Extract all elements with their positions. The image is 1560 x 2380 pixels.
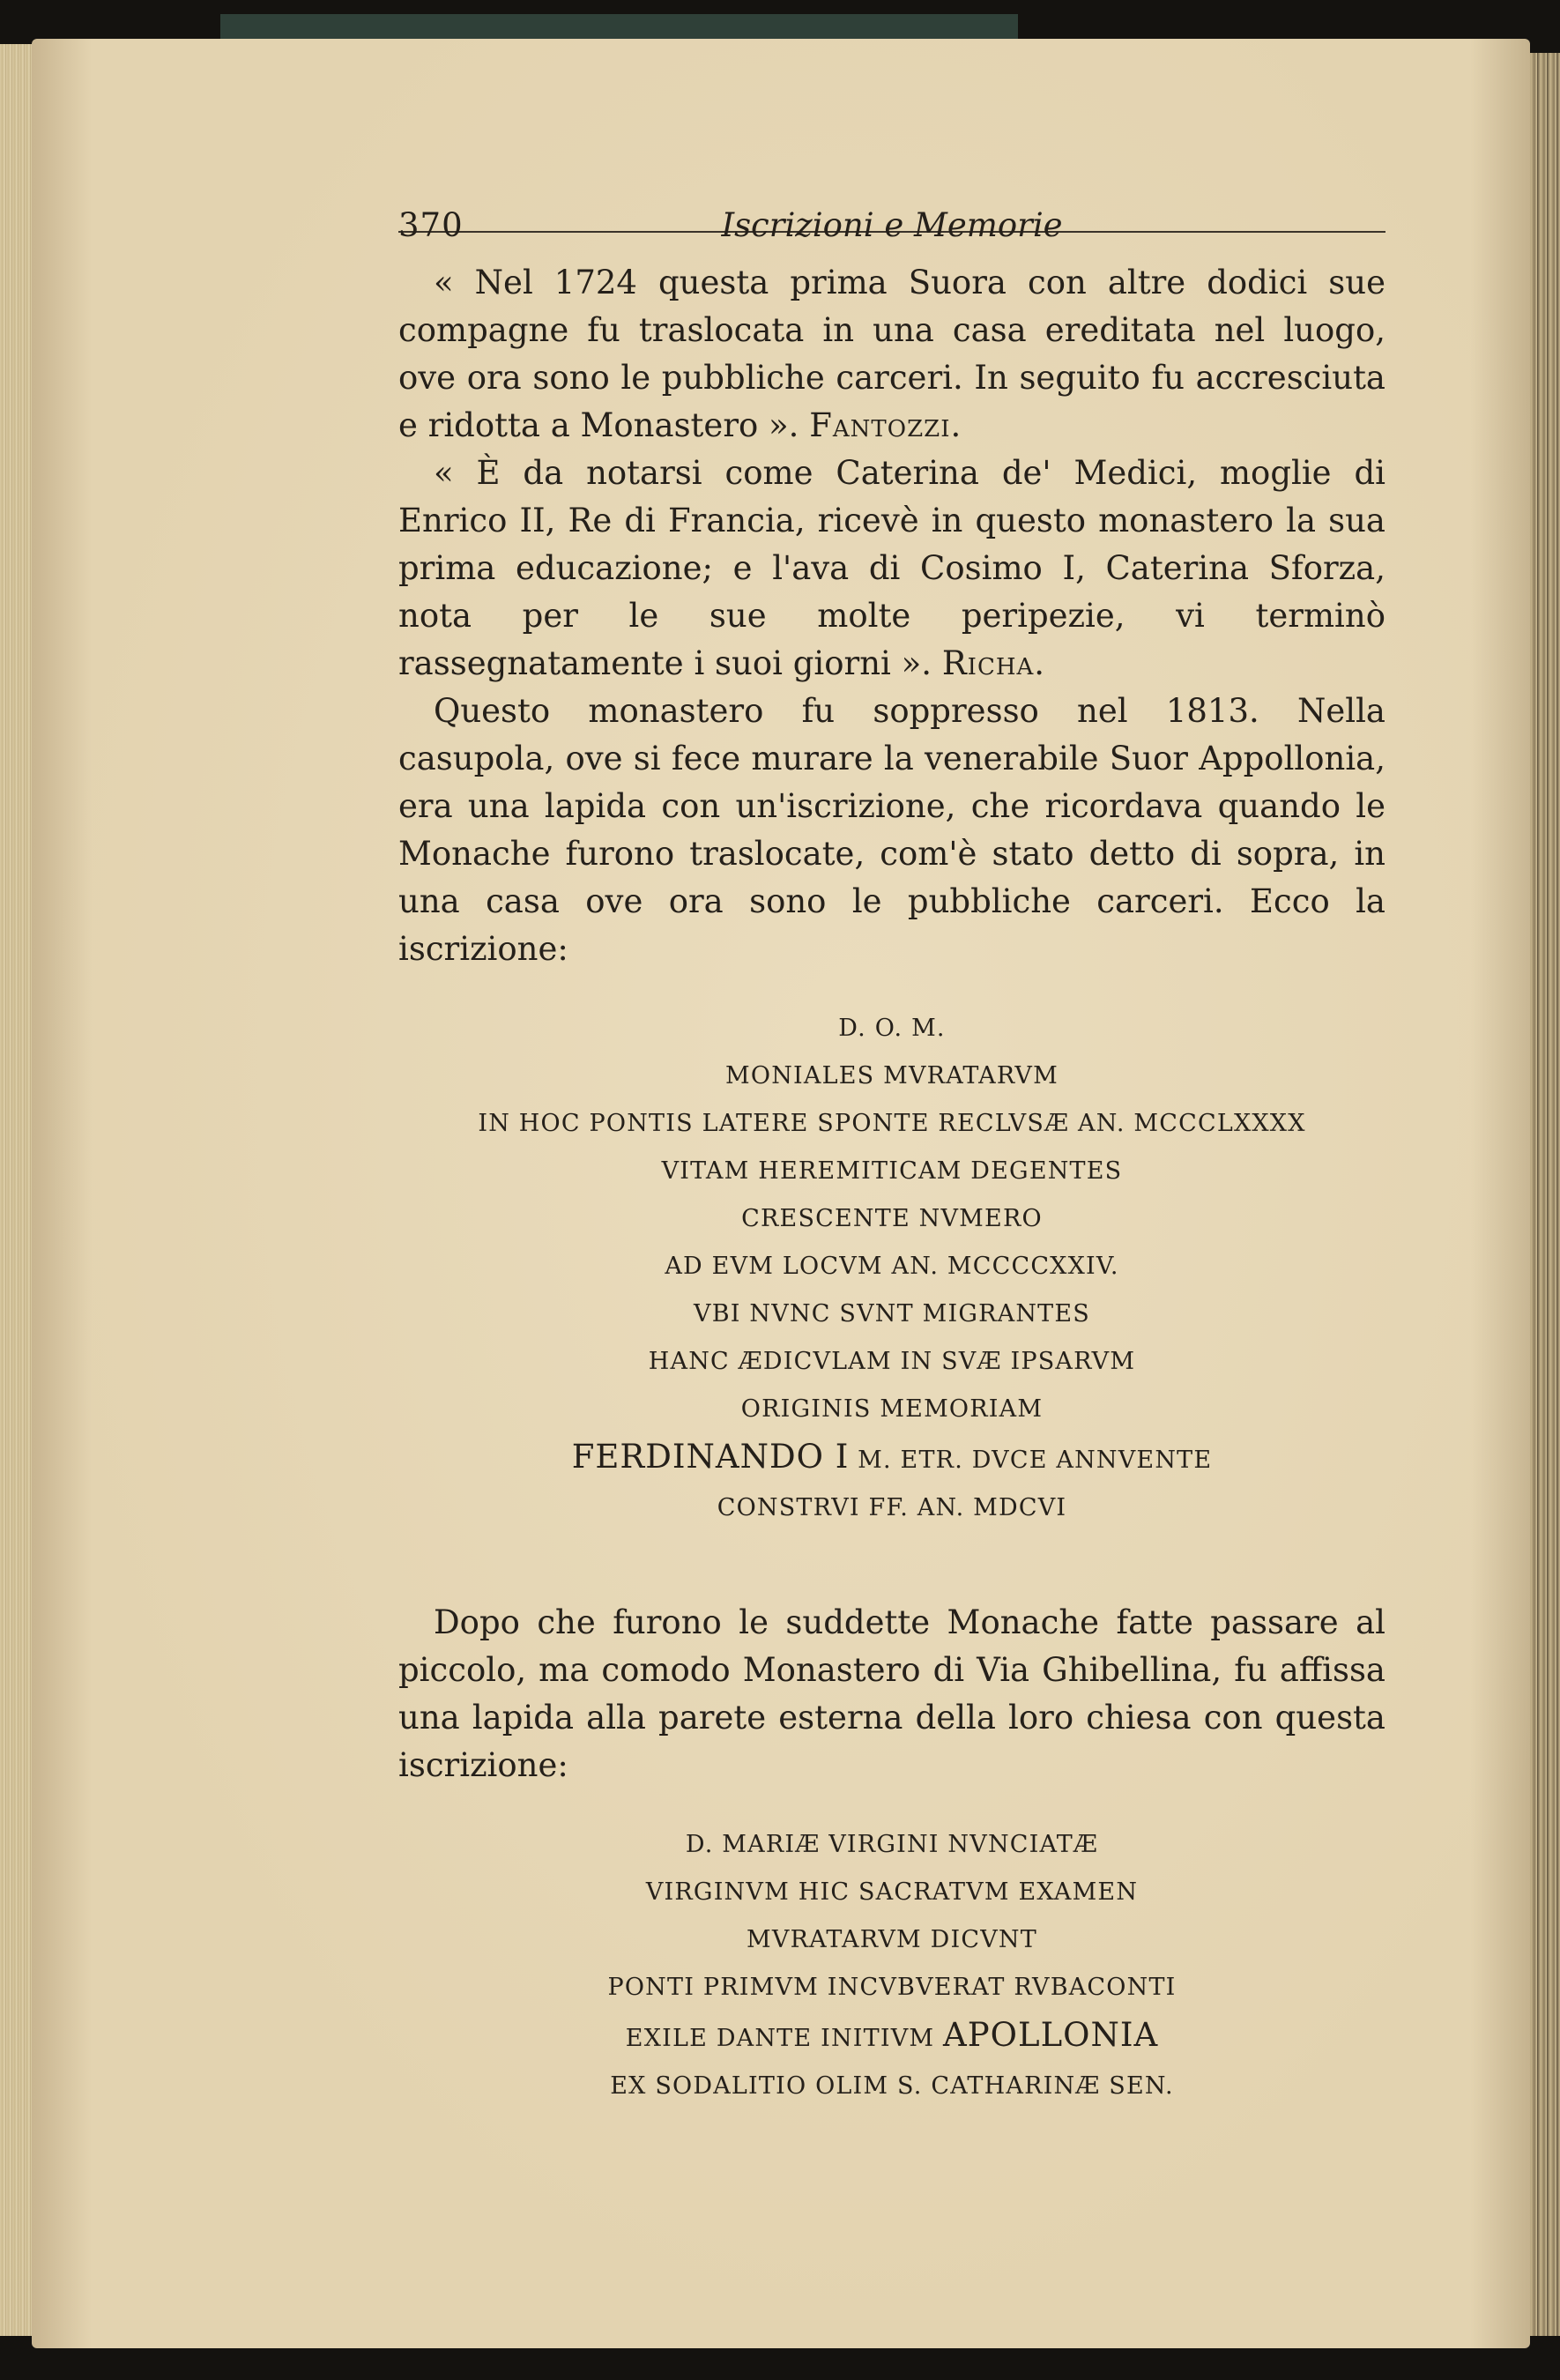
inscription-line: VITAM HEREMITICAM DEGENTES	[661, 1157, 1123, 1185]
ferdinando-name: FERDINANDO I	[571, 1438, 850, 1476]
inscription-line: HANC ÆDICVLAM IN SVÆ IPSARVM	[648, 1348, 1136, 1375]
inscription-line: MVRATARVM DICVNT	[747, 1926, 1037, 1953]
spacer	[398, 1567, 1385, 1599]
apollonia-name: APOLLONIA	[943, 2016, 1159, 2054]
inscription-line: VBI NVNC SVNT MIGRANTES	[694, 1300, 1090, 1328]
paragraph-richa-quote	[398, 450, 1385, 688]
inscription-line: MONIALES MVRATARVM	[725, 1062, 1059, 1090]
page-number: 370	[398, 206, 464, 244]
inscription-one	[398, 1005, 1385, 1532]
inscription-line: AD EVM LOCVM AN. MCCCCXXIV.	[665, 1253, 1119, 1280]
inscription-line: CONSTRVI FF. AN. MDCVI	[717, 1494, 1067, 1521]
book-page	[32, 39, 1530, 2348]
paragraph-fantozzi-quote	[398, 259, 1385, 450]
quote-author: Fantozzi.	[809, 406, 962, 444]
paragraph-suppression: Questo monastero fu soppresso nel 1813. Nella casupola, ove si fece murare la venerabile Suor Appollonia, era una lapida con un'iscrizione, che ricordava quando le Monache furono traslocate, com'è stato detto di sopra, in una casa ove ora sono le pubbliche carceri. Ecco la iscrizione:	[398, 692, 1385, 968]
quote-text: « È da notarsi come Caterina de' Medici, moglie di Enrico II, Re di Francia, ricevè in questo monastero la sua prima educazione; e l'ava di Cosimo I, Caterina Sforza, nota per le sue molte peripezie, vi terminò rassegnatamente i suoi giorni ».	[398, 454, 1385, 682]
inscription-line-apollonia	[398, 2012, 1385, 2063]
inscription-line: IN HOC PONTIS LATERE SPONTE RECLVSÆ AN. MCCCLXXXX	[478, 1110, 1306, 1137]
inscription-line: ORIGINIS MEMORIAM	[740, 1395, 1044, 1423]
running-head	[398, 171, 1385, 244]
exile-text: EXILE DANTE INITIVM	[625, 2025, 944, 2052]
inscription-line: D. O. M.	[838, 1015, 946, 1042]
cover-edge	[220, 14, 1018, 41]
paragraph-second-lapida: Dopo che furono le suddette Monache fatte passare al piccolo, ma comodo Monastero di Via Ghibellina, fu affissa una lapida alla parete esterna della loro chiesa con questa iscrizione:	[398, 1603, 1385, 1784]
inscription-two	[398, 1821, 1385, 2110]
ferdinando-rest: M. ETR. DVCE ANNVENTE	[849, 1447, 1213, 1474]
inscription-line-ferdinando	[398, 1433, 1385, 1484]
inscription-line: PONTI PRIMVM INCVBVERAT RVBACONTI	[607, 1974, 1177, 2001]
text-block	[398, 171, 1385, 2146]
quote-text: « Nel 1724 questa prima Suora con altre dodici sue compagne fu traslocata in una casa ereditata nel luogo, ove ora sono le pubbliche carceri. In seguito fu accresciuta e ridotta a Monastero ».	[398, 264, 1385, 444]
inscription-line: D. MARIÆ VIRGINI NVNCIATÆ	[685, 1831, 1099, 1858]
inscription-line: CRESCENTE NVMERO	[741, 1205, 1043, 1232]
inscription-line: VIRGINVM HIC SACRATVM EXAMEN	[645, 1878, 1139, 1906]
inscription-line: EX SODALITIO OLIM S. CATHARINÆ SEN.	[610, 2072, 1174, 2100]
running-title: Iscrizioni e Memorie	[721, 206, 1063, 244]
quote-author: Richa.	[941, 644, 1046, 682]
